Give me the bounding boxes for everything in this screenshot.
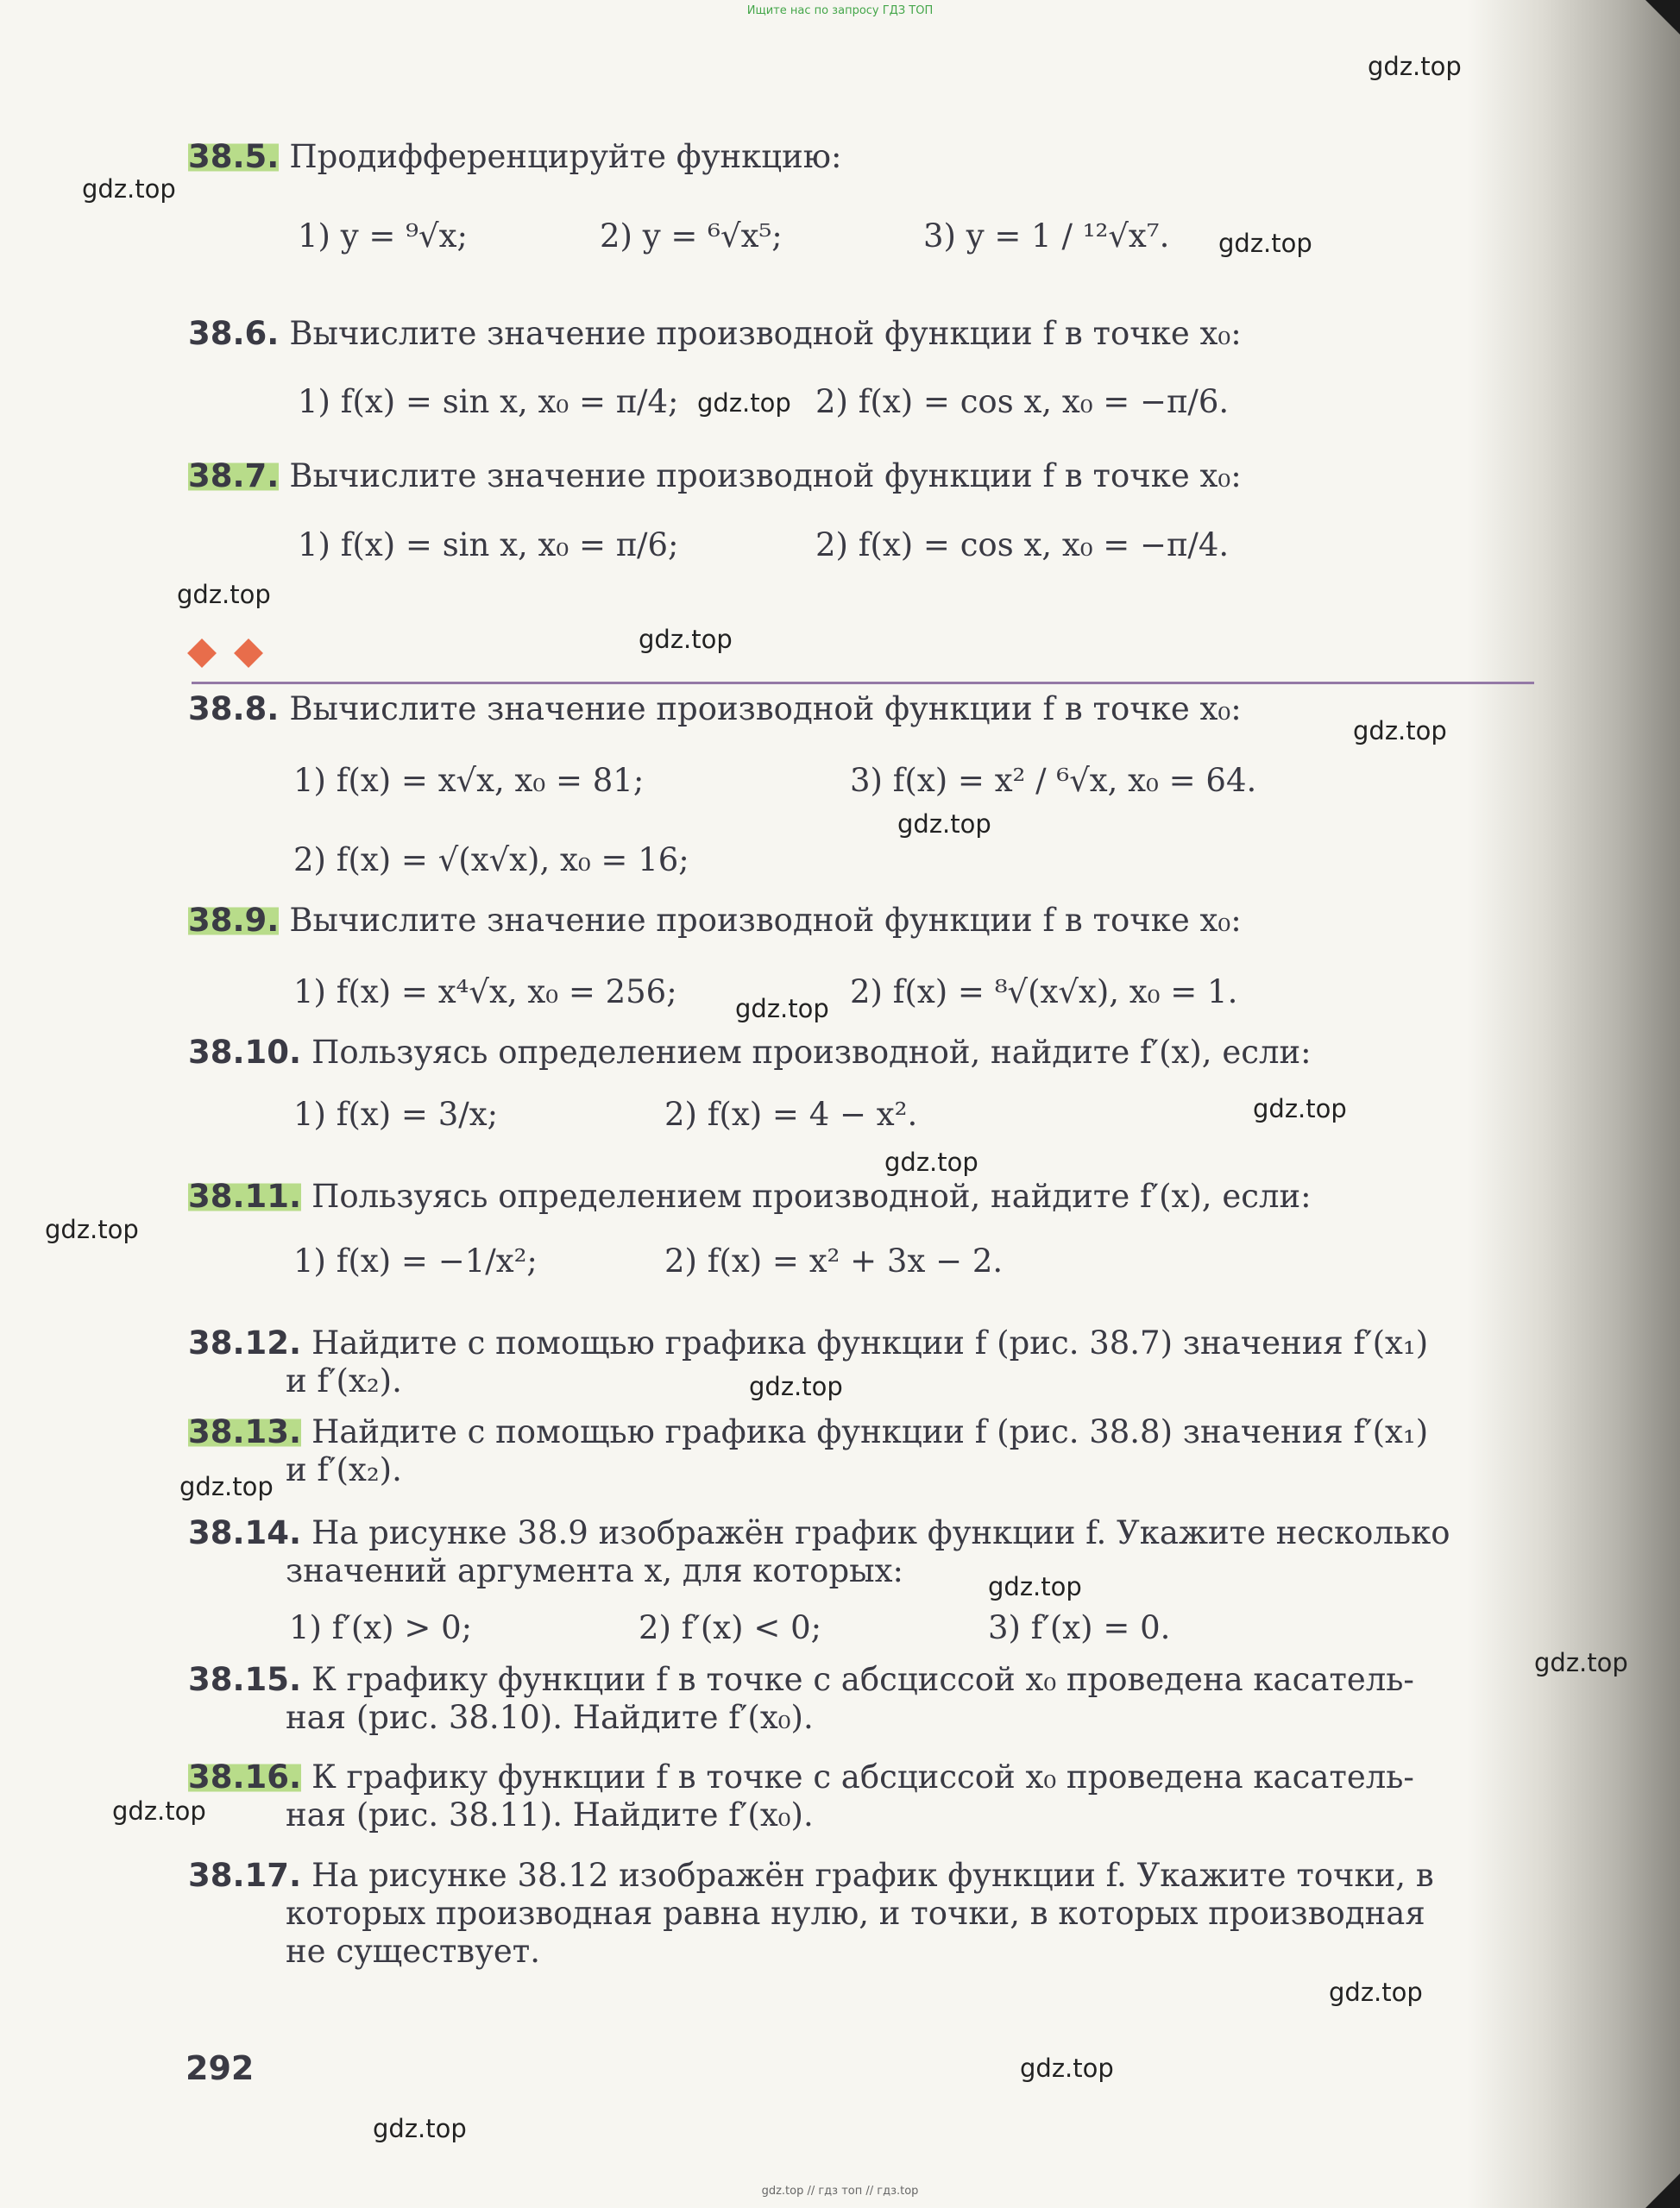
exercise-number: 38.17.	[188, 1857, 302, 1894]
diamond-icon	[234, 638, 263, 668]
watermark: gdz.top	[1218, 229, 1312, 258]
exercise-number: 38.14.	[188, 1514, 302, 1551]
e7-item-1: 1) f(x) = sin x, x₀ = π/6;	[298, 526, 679, 563]
watermark: gdz.top	[179, 1472, 274, 1501]
watermark: gdz.top	[112, 1796, 206, 1826]
exercise-38-7	[188, 457, 1242, 495]
watermark: gdz.top	[177, 580, 271, 609]
exercise-38-10	[188, 1034, 1312, 1072]
watermark: gdz.top	[1329, 1978, 1423, 2007]
exercise-number: 38.10.	[188, 1034, 302, 1071]
e6-item-1: 1) f(x) = sin x, x₀ = π/4;	[298, 383, 679, 420]
exercise-text: К графику функции f в точке с абсциссой x₀ проведена касатель-	[311, 1661, 1414, 1698]
exercise-text: Вычислите значение производной функции f в точке x₀:	[289, 690, 1242, 727]
exercise-text: На рисунке 38.9 изображён график функции f. Укажите несколько	[311, 1514, 1450, 1551]
exercise-38-17	[188, 1857, 1434, 1971]
watermark: gdz.top	[1534, 1648, 1628, 1677]
exercise-number: 38.16.	[188, 1758, 302, 1796]
e5-item-1: 1) y = ⁹√x;	[298, 217, 468, 255]
e9-item-1: 1) f(x) = x⁴√x, x₀ = 256;	[293, 973, 677, 1010]
e8-item-3: 3) f(x) = x² / ⁶√x, x₀ = 64.	[850, 762, 1257, 799]
watermark: gdz.top	[897, 809, 991, 839]
section-divider	[192, 682, 1534, 684]
e10-item-1: 1) f(x) = 3/x;	[293, 1096, 499, 1133]
exercise-text: Найдите с помощью графика функции f (рис. 38.7) значения f′(x₁)	[311, 1324, 1429, 1362]
exercise-38-9	[188, 902, 1242, 940]
exercise-text-cont: значений аргумента x, для которых:	[286, 1552, 903, 1589]
book-spine-shadow	[1467, 0, 1680, 2208]
exercise-text: Вычислите значение производной функции f в точке x₀:	[289, 902, 1242, 939]
watermark: gdz.top	[1368, 52, 1462, 81]
e14-item-1: 1) f′(x) > 0;	[289, 1609, 473, 1646]
exercise-number: 38.6.	[188, 315, 280, 352]
exercise-text-cont: и f′(x₂).	[286, 1451, 402, 1488]
e14-item-2: 2) f′(x) < 0;	[639, 1609, 822, 1646]
exercise-text-cont: не существует.	[286, 1933, 541, 1970]
watermark: gdz.top	[988, 1572, 1082, 1601]
e11-item-1: 1) f(x) = −1/x²;	[293, 1242, 538, 1280]
exercise-text-cont: и f′(x₂).	[286, 1362, 402, 1400]
watermark: gdz.top	[1353, 716, 1447, 745]
watermark: gdz.top	[735, 994, 829, 1023]
header-note[interactable]: Ищите нас по запросу ГДЗ ТОП	[746, 4, 934, 17]
exercise-38-6	[188, 315, 1242, 353]
exercise-38-16	[188, 1758, 1414, 1834]
exercise-number: 38.15.	[188, 1661, 302, 1698]
exercise-text: На рисунке 38.12 изображён график функции f. Укажите точки, в	[311, 1857, 1434, 1894]
exercise-text: К графику функции f в точке с абсциссой x₀ проведена касатель-	[311, 1758, 1414, 1796]
exercise-38-8	[188, 690, 1242, 728]
exercise-text-cont: ная (рис. 38.11). Найдите f′(x₀).	[286, 1796, 814, 1834]
exercise-number: 38.12.	[188, 1324, 302, 1362]
exercise-text: Вычислите значение производной функции f в точке x₀:	[289, 315, 1242, 352]
watermark: gdz.top	[884, 1148, 978, 1177]
difficulty-marker	[192, 643, 285, 667]
e5-item-3: 3) y = 1 / ¹²√x⁷.	[923, 217, 1170, 255]
exercise-number: 38.8.	[188, 690, 280, 727]
watermark: gdz.top	[373, 2114, 467, 2143]
diamond-icon	[187, 638, 217, 668]
exercise-number: 38.9.	[188, 902, 280, 939]
exercise-text: Пользуясь определением производной, найдите f′(x), если:	[311, 1178, 1312, 1215]
exercise-text: Найдите с помощью графика функции f (рис. 38.8) значения f′(x₁)	[311, 1413, 1429, 1450]
exercise-number: 38.5.	[188, 138, 280, 175]
watermark: gdz.top	[749, 1372, 843, 1401]
exercise-38-15	[188, 1661, 1414, 1737]
watermark: gdz.top	[45, 1215, 139, 1244]
page-number: 292	[186, 2049, 255, 2087]
e8-item-2: 2) f(x) = √(x√x), x₀ = 16;	[293, 841, 689, 878]
watermark: gdz.top	[82, 174, 176, 204]
exercise-text-cont: которых производная равна нулю, и точки, в которых производная	[286, 1895, 1425, 1932]
e5-item-2: 2) y = ⁶√x⁵;	[600, 217, 783, 255]
watermark: gdz.top	[697, 388, 791, 418]
exercise-38-12	[188, 1324, 1428, 1400]
watermark: gdz.top	[639, 625, 733, 654]
e7-item-2: 2) f(x) = cos x, x₀ = −π/4.	[815, 526, 1230, 563]
e8-item-1: 1) f(x) = x√x, x₀ = 81;	[293, 762, 645, 799]
e9-item-2: 2) f(x) = ⁸√(x√x), x₀ = 1.	[850, 973, 1238, 1010]
e14-item-3: 3) f′(x) = 0.	[988, 1609, 1171, 1646]
exercise-text: Вычислите значение производной функции f в точке x₀:	[289, 457, 1242, 494]
exercise-number: 38.13.	[188, 1413, 302, 1450]
e11-item-2: 2) f(x) = x² + 3x − 2.	[664, 1242, 1004, 1280]
exercise-38-14	[188, 1514, 1450, 1590]
watermark: gdz.top	[1253, 1094, 1347, 1123]
exercise-text: Продифференцируйте функцию:	[289, 138, 842, 175]
exercise-38-5	[188, 138, 841, 176]
exercise-text-cont: ная (рис. 38.10). Найдите f′(x₀).	[286, 1699, 814, 1736]
e6-item-2: 2) f(x) = cos x, x₀ = −π/6.	[815, 383, 1230, 420]
e10-item-2: 2) f(x) = 4 − x².	[664, 1096, 918, 1133]
exercise-38-11	[188, 1178, 1312, 1216]
exercise-38-13	[188, 1413, 1428, 1489]
exercise-number: 38.7.	[188, 457, 280, 494]
watermark: gdz.top	[1020, 2054, 1114, 2083]
footer-note[interactable]: gdz.top // гдз топ // гдз.top	[761, 2185, 919, 2198]
exercise-number: 38.11.	[188, 1178, 302, 1215]
exercise-text: Пользуясь определением производной, найдите f′(x), если:	[311, 1034, 1312, 1071]
